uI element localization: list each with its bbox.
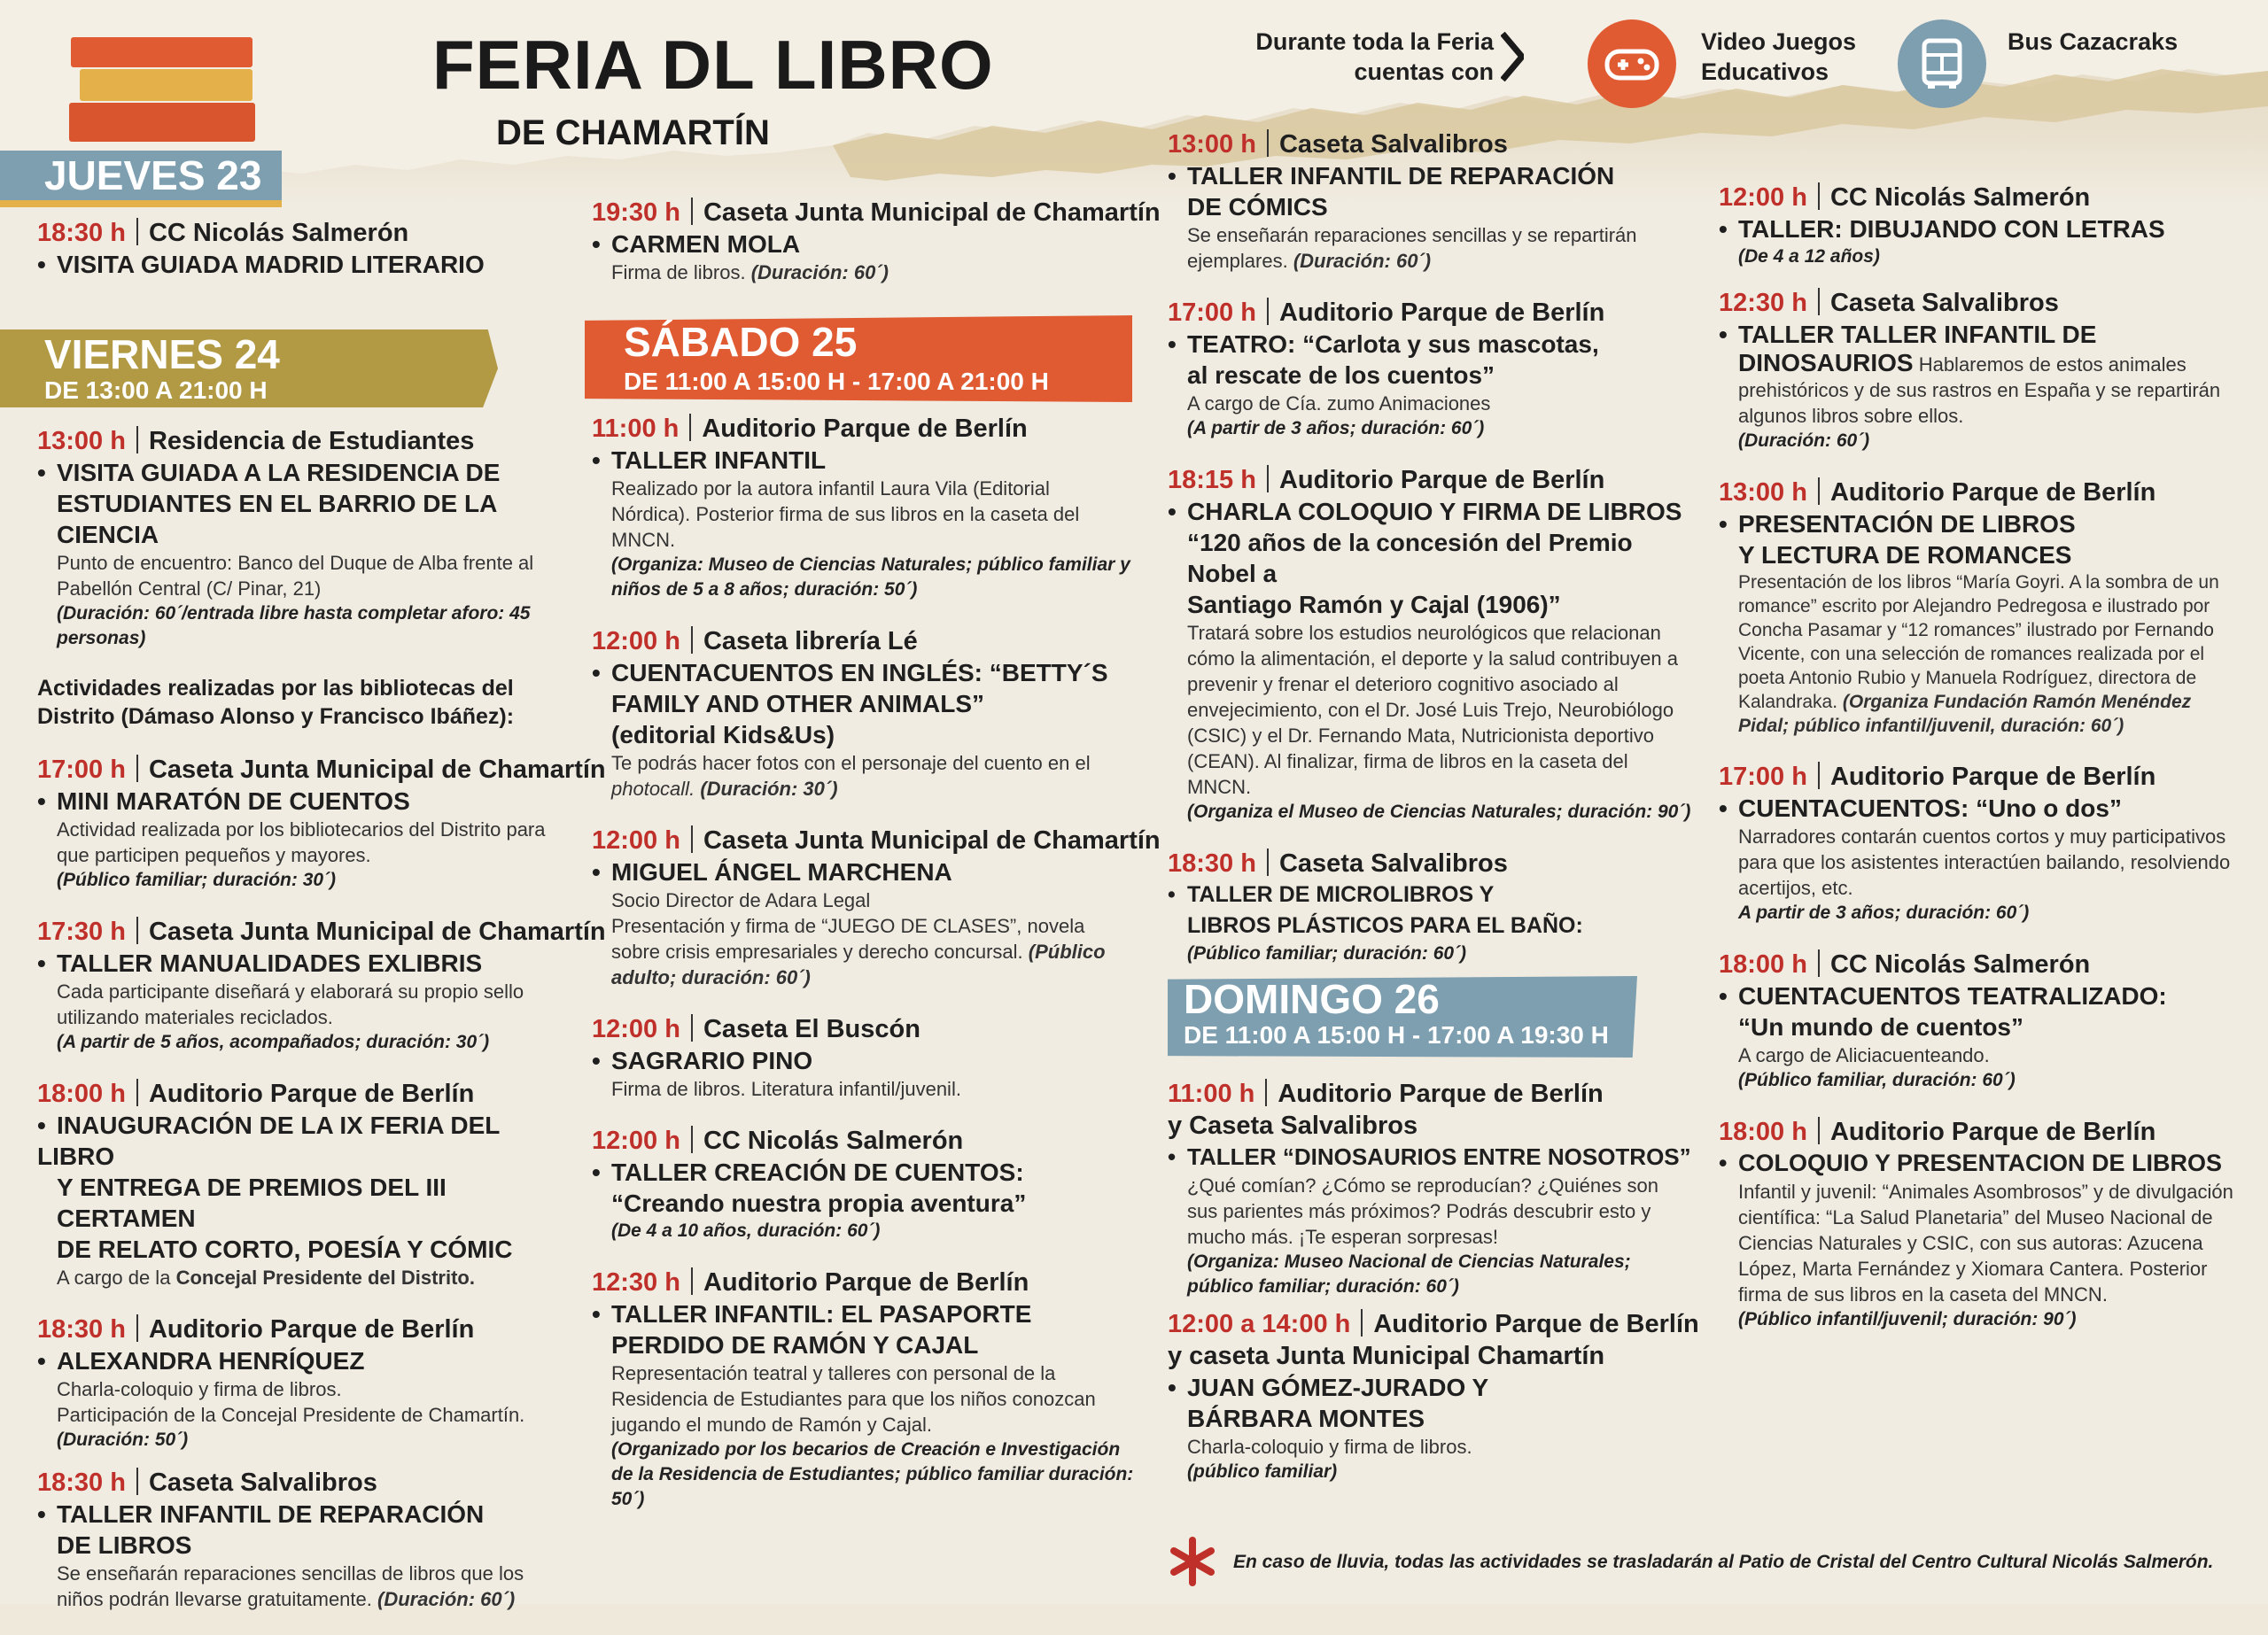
event-place: Caseta Junta Municipal de Chamartín (148, 918, 606, 946)
event-place: Auditorio Parque de Berlín (148, 1315, 475, 1344)
event-time: 12:00 h (592, 1127, 680, 1155)
event: 12:00 h Caseta librería Lé • CUENTACUENTOS EN INGLÉS: “BETTY´S FAMILY AND OTHER ANIMALS” (editorial Kids&Us) Te podrás hacer fotos con el personaje del cuento en el photocall. (Duración: 30´) (592, 625, 1134, 802)
event-title: TALLER MANUALIDADES EXLIBRIS (57, 949, 483, 977)
event-note: (Organiza: Museo Nacional de Ciencias Naturales; público familiar; duración: 60´) (1187, 1251, 1631, 1297)
event-description: Firma de libros. (611, 261, 746, 283)
event: 17:30 h Caseta Junta Municipal de Chamartín • TALLER MANUALIDADES EXLIBRIS Cada participante diseñará y elaborará su propio sello utilizando materiales reciclados. (A partir de 5 años, acompañados; duración: 30´) (37, 916, 569, 1055)
event-note: (Duración: 60´/entrada libre hasta completar aforo: 45 personas) (57, 603, 531, 648)
event: 12:30 h Caseta Salvalibros • TALLER TALLER INFANTIL DE DINOSAURIOS Hablaremos de estos animales prehistóricos y de sus rastros en España y se repartirán algunos libros sobre ellos. (Duración: 60´) (1719, 287, 2241, 453)
event-title: CHARLA COLOQUIO Y FIRMA DE LIBROS (1187, 498, 1682, 525)
event-title: TALLER DE MICROLIBROS Y (1187, 882, 1495, 907)
event-note: A partir de 3 años; duración: 60´) (1738, 903, 2030, 923)
event-description: Presentación de los libros “María Goyri. A la sombra de un romance” escrito por Alejandro Pedregosa e ilustrado por Concha Pasamar y “12 romances” ilustrado por Fernando Vicente, con una selección de romances realizada por el poeta Antonio Rubio y Manuela Rodríguez, directora de Kalandraka. (1738, 572, 2219, 712)
event-time: 11:00 h (592, 415, 680, 443)
event-title: Y LECTURA DE ROMANCES (1738, 541, 2072, 569)
event-time: 12:30 h (592, 1268, 680, 1297)
event-description: Socio Director de Adara Legal (611, 889, 871, 911)
event-description-bold: Concejal Presidente del Distrito. (175, 1267, 475, 1289)
event-time: 13:00 h (1168, 130, 1256, 159)
column-4 (1719, 182, 2241, 1355)
event-description: Realizado por la autora infantil Laura Vila (Editorial Nórdica). Posterior firma de sus libros en la caseta del MNCN. (611, 477, 1080, 551)
day-hours: DE 11:00 A 15:00 H - 17:00 A 19:30 H (1184, 1021, 1609, 1049)
day-hours: DE 13:00 A 21:00 H (44, 376, 268, 404)
event: 17:00 h Caseta Junta Municipal de Chamartín • MINI MARATÓN DE CUENTOS Actividad realizada por los bibliotecarios del Distrito para que participen pequeños y mayores. (Público familiar; duración: 30´) (37, 754, 569, 893)
event-time: 18:30 h (37, 1468, 126, 1497)
event-description: Hablaremos de estos animales prehistóricos y de sus rastros en España y se repartirán algunos libros sobre ellos. (1738, 353, 2221, 427)
event: 18:30 h CC Nicolás Salmerón • VISITA GUIADA MADRID LITERARIO (37, 219, 485, 278)
event-note: (Organiza: Museo de Ciencias Naturales; público familiar y niños de 5 a 8 años; duración: 50´) (611, 554, 1130, 600)
event-description: Cada participante diseñará y elaborará su propio sello utilizando materiales reciclados. (57, 980, 524, 1028)
event-title: COLOQUIO Y PRESENTACION DE LIBROS (1738, 1150, 2223, 1176)
event-place: CC Nicolás Salmerón (148, 219, 409, 247)
rain-notice: En caso de lluvia, todas las actividades se trasladarán al Patio de Cristal del Centro Cultural Nicolás Salmerón. (1233, 1552, 2214, 1572)
event-place: CC Nicolás Salmerón (703, 1127, 964, 1155)
event-title: PRESENTACIÓN DE LIBROS (1738, 510, 2076, 538)
event-title: TALLER INFANTIL DE REPARACIÓN (57, 1500, 485, 1528)
event-note: (Público infantil/juvenil; duración: 90´) (1738, 1309, 2077, 1329)
event-title: TALLER: DIBUJANDO CON LETRAS (1738, 215, 2165, 243)
event-note: (Organiza el Museo de Ciencias Naturales; duración: 90´) (1187, 802, 1691, 822)
event-title: DINOSAURIOS (1738, 349, 1914, 376)
event-note: (Público familiar, duración: 60´) (1738, 1070, 2016, 1090)
event: 13:00 h Auditorio Parque de Berlín • PRESENTACIÓN DE LIBROS Y LECTURA DE ROMANCES Presentación de los libros “María Goyri. A la sombra de un romance” escrito por Alejandro Pedregosa e ilustrado por Concha Pasamar y “12 romances” ilustrado por Fernando Vicente, con una selección de romances realizada por el poeta Antonio Rubio y Manuela Rodríguez, directora de Kalandraka. (Organiza Fundación Ramón Menéndez Pidal; público infantil/juvenil, duración: 60´) (1719, 477, 2241, 738)
event-note: (Duración: 50´) (57, 1430, 189, 1450)
event-description: Narradores contarán cuentos cortos y muy participativos para que los asistentes interactúen bailando, resolviendo acertijos, etc. (1738, 825, 2231, 899)
event-title: “Un mundo de cuentos” (1738, 1013, 2023, 1041)
event-title: TALLER INFANTIL (611, 446, 827, 474)
event: 18:30 h Auditorio Parque de Berlín • ALEXANDRA HENRÍQUEZ Charla-coloquio y firma de libros. Participación de la Concejal Presidente de Chamartín. (Duración: 50´) (37, 1313, 569, 1453)
event-note: (Duración: 60´) (750, 261, 889, 283)
bus-label: Bus Cazacraks (2008, 28, 2179, 55)
event-title: MIGUEL ÁNGEL MARCHENA (611, 858, 952, 886)
fair-title: FERIA DL LIBRO (432, 26, 994, 104)
event: 18:30 h Caseta Salvalibros • TALLER INFANTIL DE REPARACIÓN DE LIBROS Se enseñarán reparaciones sencillas de libros que los niños podrán llevarse gratuitamente. (Duración: 60´) (37, 1467, 569, 1612)
event-description: Firma de libros. Literatura infantil/juvenil. (611, 1078, 961, 1100)
event-place: CC Nicolás Salmerón (1829, 183, 2091, 212)
event-place: Caseta Junta Municipal de Chamartín (148, 756, 606, 784)
event: 17:00 h Auditorio Parque de Berlín • TEATRO: “Carlota y sus mascotas, al rescate de los cuentos” A cargo de Cía. zumo Animaciones (A partir de 3 años; duración: 60´) (1168, 297, 1692, 441)
event-time: 12:00 h (1719, 183, 1807, 212)
event-description: Representación teatral y talleres con personal de la Residencia de Estudiantes para que los niños conozcan jugando el mundo de Ramón y Cajal. (611, 1362, 1096, 1436)
event-title: DE LIBROS (57, 1531, 192, 1559)
event-title: SAGRARIO PINO (611, 1047, 813, 1074)
gamepad-icon (1588, 19, 1676, 108)
event-place: Auditorio Parque de Berlín (1278, 1080, 1604, 1108)
event-title: JUAN GÓMEZ-JURADO Y (1187, 1374, 1489, 1401)
event-place: Auditorio Parque de Berlín (703, 1268, 1029, 1297)
event-title: TALLER “DINOSAURIOS ENTRE NOSOTROS” (1187, 1143, 1691, 1170)
event-time: 12:30 h (1719, 289, 1807, 317)
event-note: (Duración: 60´) (1738, 430, 1870, 451)
day-title: SÁBADO 25 (624, 319, 858, 365)
event-title: PERDIDO DE RAMÓN Y CAJAL (611, 1331, 979, 1359)
asterisk-icon (1168, 1537, 1217, 1586)
event-description: Se enseñarán reparaciones sencillas de libros que los niños podrán llevarse gratuitamente. (57, 1562, 524, 1610)
event-place: Auditorio Parque de Berlín (148, 1080, 475, 1108)
event-description: A cargo de Cía. zumo Animaciones (1187, 392, 1491, 415)
event-title: (editorial Kids&Us) (611, 721, 835, 748)
event-title: TEATRO: “Carlota y sus mascotas, (1187, 330, 1599, 358)
event-title: CUENTACUENTOS EN INGLÉS: “BETTY´S (611, 659, 1108, 686)
event-time: 17:00 h (1168, 298, 1256, 327)
event-place: Auditorio Parque de Berlín (1829, 478, 2156, 507)
event: 12:00 h Caseta El Buscón • SAGRARIO PINO Firma de libros. Literatura infantil/juvenil. (592, 1013, 1134, 1102)
event-place: CC Nicolás Salmerón (1829, 950, 2091, 979)
event-description: Participación de la Concejal Presidente de Chamartín. (57, 1404, 525, 1426)
event-time: 12:00 h (592, 627, 680, 655)
event-description: Tratará sobre los estudios neurológicos que relacionan cómo la alimentación, el deporte y la salud contribuyen a prevenir y frenar el deterioro cognitivo asociado al envejecimiento, con el Dr. José Luis Trejo, Neurobiólogo (CSIC) y el Dr. Fernando Mata, Nutricionista deportivo (CEAN). Al finalizar, firma de libros en la caseta del MNCN. (1187, 622, 1678, 798)
event-note: (A partir de 5 años, acompañados; duración: 30´) (57, 1032, 490, 1052)
event-title: “Creando nuestra propia aventura” (611, 1189, 1027, 1217)
event-place: Caseta Junta Municipal de Chamartín (703, 198, 1161, 227)
event-place: Auditorio Parque de Berlín (1373, 1310, 1699, 1338)
event-time: 18:00 h (37, 1080, 126, 1108)
event-time: 13:00 h (1719, 478, 1807, 507)
event-description: Charla-coloquio y firma de libros. (1187, 1436, 1472, 1458)
event-description: Actividad realizada por los bibliotecarios del Distrito para que participen pequeños y mayores. (57, 818, 546, 866)
event: 18:00 h Auditorio Parque de Berlín • COLOQUIO Y PRESENTACION DE LIBROS Infantil y juvenil: “Animales Asombrosos” y de divulgación científica: “La Salud Planetaria” del Museo Nacional de Ciencias Naturales y CSIC, con sus autoras: Azucena López, Marta Fernández y Xiomara Cantera. Posterior firma de sus libros en la caseta del MNCN. (Público infantil/juvenil; duración: 90´) (1719, 1116, 2241, 1332)
event-title: CUENTACUENTOS TEATRALIZADO: (1738, 982, 2167, 1010)
event-title: Santiago Ramón y Cajal (1906)” (1187, 591, 1561, 618)
event-description: Presentación y firma de “JUEGO DE CLASES”, novela sobre crisis empresariales y derecho concursal. (611, 915, 1085, 963)
event-time: 17:30 h (37, 918, 126, 946)
event-place: Auditorio Parque de Berlín (1278, 298, 1605, 327)
event-place: Caseta Salvalibros (1829, 289, 2059, 317)
feria-intro-text: Durante toda la Feria cuentas con (1255, 28, 1494, 85)
event-title: “120 años de la concesión del Premio Nobel a (1187, 529, 1633, 587)
event: 11:00 h Auditorio Parque de Berlín • TALLER INFANTIL Realizado por la autora infantil Laura Vila (Editorial Nórdica). Posterior firma de sus libros en la caseta del MNCN. (Organiza: Museo de Ciencias Naturales; público familiar y niños de 5 a 8 años; duración: 50´) (592, 413, 1134, 602)
event-time: 11:00 h (1168, 1080, 1255, 1108)
chevron-right-icon (1501, 32, 1524, 81)
event-title: TALLER INFANTIL: EL PASAPORTE (611, 1300, 1032, 1328)
event-time: 18:30 h (1168, 849, 1256, 878)
event-time: 17:00 h (37, 756, 126, 784)
event-place: Caseta Junta Municipal de Chamartín (703, 826, 1161, 855)
day-title: DOMINGO 26 (1184, 976, 1440, 1022)
event-title: FAMILY AND OTHER ANIMALS” (611, 690, 985, 717)
event-title: al rescate de los cuentos” (1187, 361, 1495, 389)
event-note: (público familiar) (1187, 1461, 1338, 1482)
event-time: 12:00 a 14:00 h (1168, 1310, 1351, 1338)
event-time: 17:00 h (1719, 763, 1807, 791)
event-title: BÁRBARA MONTES (1187, 1405, 1425, 1432)
event: 12:00 h CC Nicolás Salmerón • TALLER CREACIÓN DE CUENTOS: “Creando nuestra propia aventura” (De 4 a 10 años, duración: 60´) (592, 1125, 1134, 1244)
column-1 (37, 217, 606, 1635)
event-place: Caseta Salvalibros (1278, 849, 1508, 878)
fair-subtitle: DE CHAMARTÍN (496, 113, 770, 152)
event: 12:00 h Caseta Junta Municipal de Chamartín • MIGUEL ÁNGEL MARCHENA Socio Director de Adara Legal Presentación y firma de “JUEGO DE CLASES”, novela sobre crisis empresariales y derecho concursal. (Público adulto; duración: 60´) (592, 826, 1161, 988)
video-games-label: Video Juegos Educativos (1701, 28, 1857, 85)
event-description-italic: photocall. (611, 778, 695, 800)
event-time: 12:00 h (592, 1015, 680, 1043)
event: 12:30 h Auditorio Parque de Berlín • TALLER INFANTIL: EL PASAPORTE PERDIDO DE RAMÓN Y CAJAL Representación teatral y talleres con personal de la Residencia de Estudiantes para que los niños conozcan jugando el mundo de Ramón y Cajal. (Organizado por los becarios de Creación e Investigación de la Residencia de Estudiantes; público familiar duración: 50´) (592, 1267, 1134, 1512)
event-title: INAUGURACIÓN DE LA IX FERIA DEL LIBRO (37, 1112, 500, 1170)
event: 18:00 h CC Nicolás Salmerón • CUENTACUENTOS TEATRALIZADO: “Un mundo de cuentos” A cargo de Aliciacuenteando. (Público familiar, duración: 60´) (1719, 949, 2241, 1093)
event-note: (Duración: 30´) (700, 778, 838, 800)
event-place: Caseta Salvalibros (1278, 130, 1508, 159)
event: 12:00 h CC Nicolás Salmerón • TALLER: DIBUJANDO CON LETRAS (De 4 a 12 años) (1719, 182, 2241, 269)
event-note: (De 4 a 10 años, duración: 60´) (611, 1220, 881, 1241)
event-time: 12:00 h (592, 826, 680, 855)
event-note: (Duración: 60´) (377, 1588, 516, 1610)
event-note: (Público adulto; duración: 60´) (611, 941, 1106, 988)
event-title: VISITA GUIADA MADRID LITERARIO (57, 251, 485, 278)
event-title: ESTUDIANTES EN EL BARRIO DE LA CIENCIA (57, 490, 497, 548)
event-place: Auditorio Parque de Berlín (1829, 1118, 2156, 1146)
event-title: TALLER CREACIÓN DE CUENTOS: (611, 1158, 1024, 1186)
event-note: (De 4 a 12 años) (1738, 246, 1880, 267)
event-place: Auditorio Parque de Berlín (1278, 466, 1605, 494)
event-title: VISITA GUIADA A LA RESIDENCIA DE (57, 459, 501, 486)
event-time: 18:00 h (1719, 950, 1807, 979)
event-time: 19:30 h (592, 198, 680, 227)
event-note: (Organiza Fundación Ramón Menéndez Pidal; público infantil/juvenil, duración: 60´) (1738, 692, 2192, 736)
event-title: DE RELATO CORTO, POESÍA Y CÓMIC (57, 1236, 513, 1263)
event-time: 13:00 h (37, 427, 126, 455)
event-place: Caseta El Buscón (703, 1015, 920, 1043)
event-place: y Caseta Salvalibros (1168, 1112, 1418, 1140)
event: 17:00 h Auditorio Parque de Berlín • CUENTACUENTOS: “Uno o dos” Narradores contarán cuentos cortos y muy participativos para que los asistentes interactúen bailando, resolviendo acertijos, etc. A partir de 3 años; duración: 60´) (1719, 761, 2241, 926)
event-note: (Público familiar; duración: 30´) (57, 870, 337, 890)
event-note: (Organizado por los becarios de Creación e Investigación de la Residencia de Estudiantes; público familiar duración: 50´) (611, 1439, 1134, 1509)
event-place: Caseta Salvalibros (148, 1468, 377, 1497)
event: 18:30 h Caseta Salvalibros • TALLER DE MICROLIBROS Y LIBROS PLÁSTICOS PARA EL BAÑO: (Público familiar; duración: 60´) (1168, 848, 1692, 966)
event-description: Se enseñarán reparaciones sencillas y se repartirán ejemplares. (1187, 224, 1637, 272)
event-place: Auditorio Parque de Berlín (702, 415, 1028, 443)
event-description: A cargo de Aliciacuenteando. (1738, 1044, 1990, 1066)
column-2 (592, 197, 1161, 1535)
column-3 (1168, 128, 1699, 1507)
event-title: CARMEN MOLA (611, 230, 801, 258)
day-hours: DE 11:00 A 15:00 H - 17:00 A 21:00 H (624, 368, 1049, 395)
event-time: 18:00 h (1719, 1118, 1807, 1146)
event: 19:30 h Caseta Junta Municipal de Chamartín • CARMEN MOLA Firma de libros. (Duración: 60´) (592, 198, 1161, 283)
event-note: (Duración: 60´) (1293, 250, 1432, 272)
event: 18:00 h Auditorio Parque de Berlín • INAUGURACIÓN DE LA IX FERIA DEL LIBRO Y ENTREGA DE PREMIOS DEL III CERTAMEN DE RELATO CORTO, POESÍA Y CÓMIC A cargo de la Concejal Presidente del Distrito. (37, 1078, 569, 1290)
event: 13:00 h Caseta Salvalibros • TALLER INFANTIL DE REPARACIÓN DE CÓMICS Se enseñarán reparaciones sencillas y se repartirán ejemplares. (Duración: 60´) (1168, 128, 1692, 274)
event-place: y caseta Junta Municipal Chamartín (1168, 1342, 1605, 1370)
event: 11:00 h Auditorio Parque de Berlín y Caseta Salvalibros • TALLER “DINOSAURIOS ENTRE NOSOTROS” ¿Qué comían? ¿Cómo se reproducían? ¿Quiénes son sus parientes más próximos? Podrás descubrir esto y mucho más. ¡Te esperan sorpresas! (Organiza: Museo Nacional de Ciencias Naturales; público familiar; duración: 60´) (1168, 1078, 1692, 1299)
event: 13:00 h Residencia de Estudiantes • VISITA GUIADA A LA RESIDENCIA DE ESTUDIANTES EN EL BARRIO DE LA CIENCIA Punto de encuentro: Banco del Duque de Alba frente al Pabellón Central (C/ Pinar, 21) (Duración: 60´/entrada libre hasta completar aforo: 45 personas) (37, 425, 569, 651)
event-description: ¿Qué comían? ¿Cómo se reproducían? ¿Quiénes son sus parientes más próximos? Podrás descubrir esto y mucho más. ¡Te esperan sorpresas! (1187, 1174, 1658, 1248)
event-title: TALLER INFANTIL DE REPARACIÓN (1187, 162, 1615, 190)
event-place: Auditorio Parque de Berlín (1829, 763, 2156, 791)
event-note: (Público familiar; duración: 60´) (1187, 943, 1467, 964)
event-title: DE CÓMICS (1187, 193, 1328, 221)
day-title: VIERNES 24 (44, 331, 280, 377)
event-note: (A partir de 3 años; duración: 60´) (1187, 418, 1485, 438)
event-description: Te podrás hacer fotos con el personaje del cuento en el (611, 752, 1091, 774)
event-time: 18:30 h (37, 219, 126, 247)
event-place: Residencia de Estudiantes (148, 427, 475, 455)
event-description: A cargo de la (57, 1267, 171, 1289)
event-time: 18:15 h (1168, 466, 1256, 494)
event-title: LIBROS PLÁSTICOS PARA EL BAÑO: (1187, 913, 1583, 938)
event-title: Y ENTREGA DE PREMIOS DEL III CERTAMEN (57, 1174, 447, 1232)
event-title: ALEXANDRA HENRÍQUEZ (57, 1347, 365, 1375)
event-description: Charla-coloquio y firma de libros. (57, 1378, 342, 1400)
event-description: Infantil y juvenil: “Animales Asombrosos” y de divulgación científica: “La Salud Planetaria” del Museo Nacional de Ciencias Naturales y CSIC, con sus autoras: Azucena López, Marta Fernández y Xiomara Cantera. Posterior firma de sus libros en la caseta del MNCN. (1738, 1181, 2233, 1306)
event-title: CUENTACUENTOS: “Uno o dos” (1738, 794, 2122, 822)
day-title: JUEVES 23 (44, 152, 262, 198)
libraries-intro: Actividades realizadas por las bibliotecas del Distrito (Dámaso Alonso y Francisco Ibáñez): (37, 676, 515, 729)
bus-icon (1898, 19, 1986, 108)
event-title: MINI MARATÓN DE CUENTOS (57, 787, 410, 815)
event: 18:15 h Auditorio Parque de Berlín • CHARLA COLOQUIO Y FIRMA DE LIBROS “120 años de la concesión del Premio Nobel a Santiago Ramón y Cajal (1906)” Tratará sobre los estudios neurológicos que relacionan cómo la alimentación, el deporte y la salud contribuyen a prevenir y frenar el deterioro cognitivo asociado al envejecimiento, con el Dr. José Luis Trejo, Neurobiólogo (CSIC) y el Dr. Fernando Mata, Nutricionista deportivo (CEAN). Al finalizar, firma de libros en la caseta del MNCN. (Organiza el Museo de Ciencias Naturales; duración: 90´) (1168, 464, 1692, 825)
event-title: TALLER TALLER INFANTIL DE (1738, 321, 2097, 348)
event-description: Punto de encuentro: Banco del Duque de Alba frente al Pabellón Central (C/ Pinar, 21) (57, 552, 534, 600)
event-time: 18:30 h (37, 1315, 126, 1344)
event-place: Caseta librería Lé (703, 627, 918, 655)
event: 12:00 a 14:00 h Auditorio Parque de Berlín y caseta Junta Municipal Chamartín • JUAN GÓMEZ-JURADO Y BÁRBARA MONTES Charla-coloquio y firma de libros. (público familiar) (1168, 1308, 1692, 1484)
